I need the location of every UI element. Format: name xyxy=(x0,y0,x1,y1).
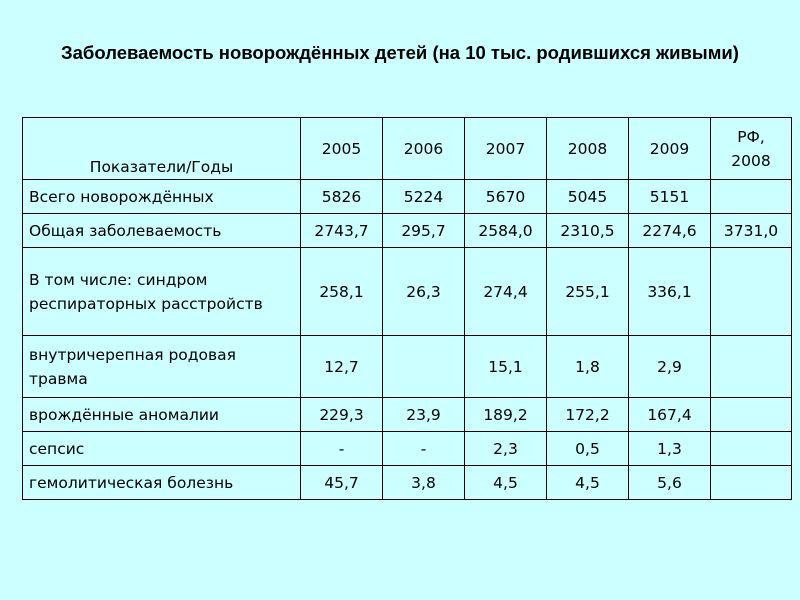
row-label-cell: внутричерепная родовая травма xyxy=(23,336,301,398)
row-label-cell: гемолитическая болезнь xyxy=(23,466,301,500)
value-cell: 255,1 xyxy=(547,248,629,336)
table-row xyxy=(23,248,792,336)
morbidity-table xyxy=(22,117,792,500)
table-row xyxy=(23,466,792,500)
table-row xyxy=(23,398,792,432)
header-rf-line1: РФ, xyxy=(737,127,765,146)
header-year-cell: 2005 xyxy=(301,118,383,180)
value-cell: 0,5 xyxy=(547,432,629,466)
table-header-row xyxy=(23,118,792,180)
header-year-cell: 2006 xyxy=(383,118,465,180)
value-cell: 5045 xyxy=(547,180,629,214)
header-year-cell: 2009 xyxy=(629,118,711,180)
value-cell: 229,3 xyxy=(301,398,383,432)
value-cell: 2274,6 xyxy=(629,214,711,248)
value-cell: 5670 xyxy=(465,180,547,214)
row-label-cell: Всего новорождённых xyxy=(23,180,301,214)
row-label-cell: В том числе: синдром респираторных расстройств xyxy=(23,248,301,336)
table-row xyxy=(23,432,792,466)
value-cell: 45,7 xyxy=(301,466,383,500)
value-cell: 3,8 xyxy=(383,466,465,500)
value-cell: 2743,7 xyxy=(301,214,383,248)
header-year-cell: 2008 xyxy=(547,118,629,180)
value-cell: 172,2 xyxy=(547,398,629,432)
header-rf-cell xyxy=(711,118,792,180)
header-year-cell: 2007 xyxy=(465,118,547,180)
value-cell: 258,1 xyxy=(301,248,383,336)
value-cell xyxy=(711,248,792,336)
value-cell: 1,8 xyxy=(547,336,629,398)
value-cell xyxy=(711,432,792,466)
value-cell: 2,9 xyxy=(629,336,711,398)
value-cell: 1,3 xyxy=(629,432,711,466)
value-cell: 2584,0 xyxy=(465,214,547,248)
row-label-cell: сепсис xyxy=(23,432,301,466)
value-cell: 26,3 xyxy=(383,248,465,336)
value-cell: 12,7 xyxy=(301,336,383,398)
header-rf-line2: 2008 xyxy=(731,151,771,170)
value-cell xyxy=(711,398,792,432)
value-cell: 167,4 xyxy=(629,398,711,432)
header-label-cell: Показатели/Годы xyxy=(23,118,301,180)
value-cell xyxy=(711,336,792,398)
value-cell: 15,1 xyxy=(465,336,547,398)
row-label-cell: врождённые аномалии xyxy=(23,398,301,432)
value-cell: 4,5 xyxy=(547,466,629,500)
value-cell xyxy=(711,180,792,214)
value-cell: 274,4 xyxy=(465,248,547,336)
value-cell: - xyxy=(301,432,383,466)
table-row xyxy=(23,180,792,214)
value-cell: 336,1 xyxy=(629,248,711,336)
value-cell: 2310,5 xyxy=(547,214,629,248)
value-cell: 3731,0 xyxy=(711,214,792,248)
value-cell: 295,7 xyxy=(383,214,465,248)
table-row xyxy=(23,336,792,398)
value-cell: 5151 xyxy=(629,180,711,214)
value-cell: 5826 xyxy=(301,180,383,214)
value-cell: 4,5 xyxy=(465,466,547,500)
value-cell xyxy=(383,336,465,398)
value-cell: 2,3 xyxy=(465,432,547,466)
value-cell: 5,6 xyxy=(629,466,711,500)
value-cell: 5224 xyxy=(383,180,465,214)
slide-title: Заболеваемость новорождённых детей (на 10 тыс. родившихся живыми) xyxy=(61,42,739,63)
row-label-cell: Общая заболеваемость xyxy=(23,214,301,248)
value-cell: - xyxy=(383,432,465,466)
value-cell xyxy=(711,466,792,500)
value-cell: 23,9 xyxy=(383,398,465,432)
value-cell: 189,2 xyxy=(465,398,547,432)
table-row xyxy=(23,214,792,248)
